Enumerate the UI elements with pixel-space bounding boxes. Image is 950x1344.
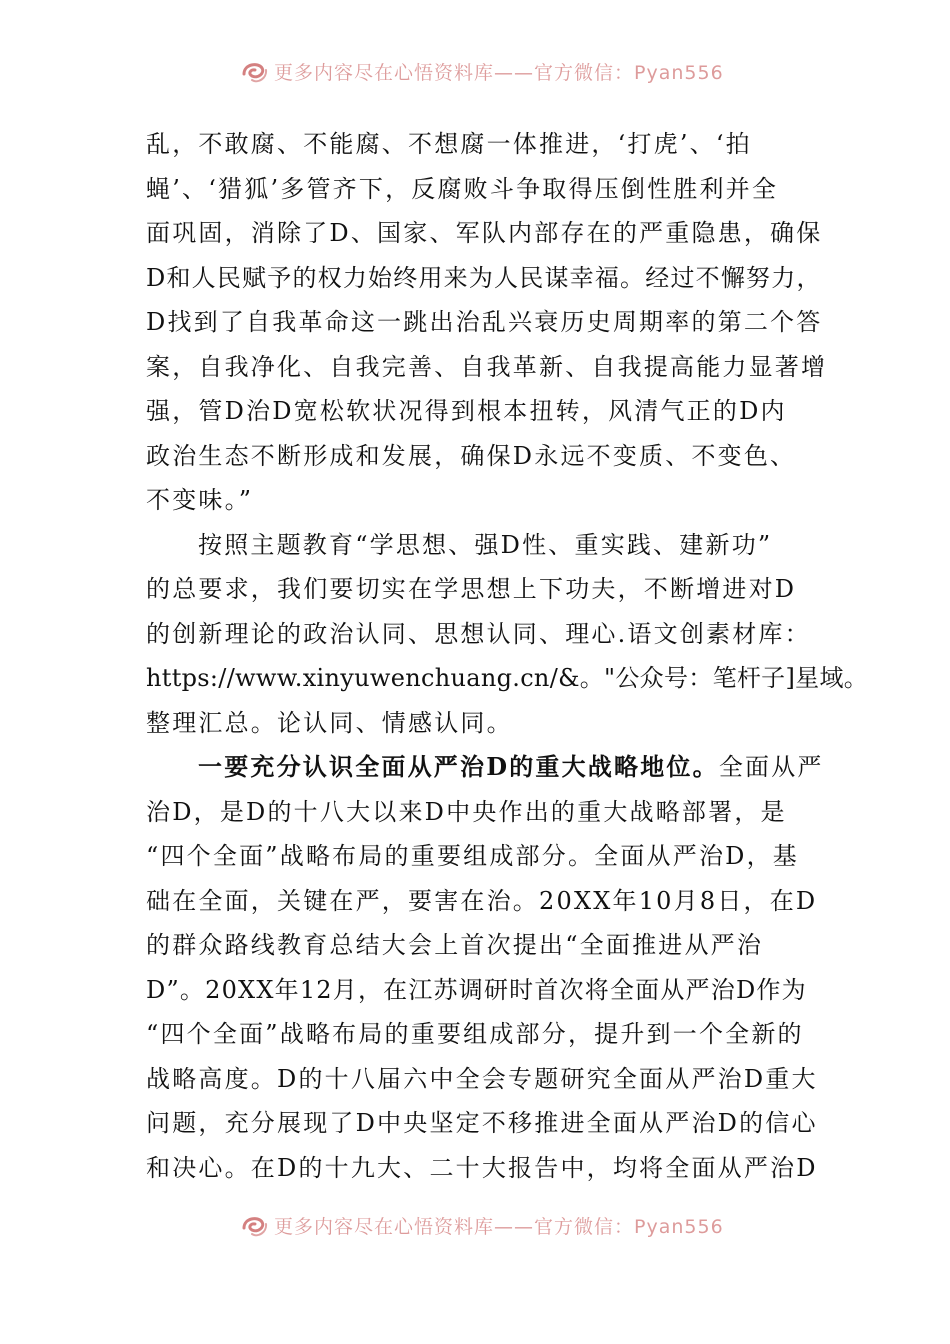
swirl-logo-icon [240,58,270,84]
text-line: 的创新理论的政治认同、思想认同、理心.语文创素材库： [146,619,811,648]
text-line: 政治生态不断形成和发展，确保D永远不变质、不变色、 [146,441,797,470]
text-line: 蝇’、‘猎狐’多管齐下，反腐败斗争取得压倒性胜利并全 [146,174,779,203]
paragraph-start-line: 按照主题教育“学思想、强D性、重实践、建新功” [198,530,773,559]
url-line: https://www.xinyuwenchuang.cn/&。"公众号：笔杆子]星域。 [146,664,869,692]
text-line: 础在全面，关键在严，要害在治。20XX年10月8日，在D [146,886,818,915]
text-line: 的群众路线教育总结大会上首次提出“全面推进从严治 [146,931,764,959]
text-line: D”。20XX年12月，在江苏调研时首次将全面从严治D作为 [146,975,807,1004]
text-line: 不变味。” [146,486,254,514]
text-line: 的总要求，我们要切实在学思想上下功夫，不断增进对D [146,575,797,603]
text-line: 战略高度。D的十八届六中全会专题研究全面从严治D重大 [146,1064,818,1093]
watermark-text: 更多内容尽在心悟资料库——官方微信：Pyan556 [274,1215,724,1238]
section-heading: 一要充分认识全面从严治D的重大战略地位。 [198,752,719,781]
text-line: D和人民赋予的权力始终用来为人民谋幸福。经过不懈努力， [146,263,822,292]
text-line: 案，自我净化、自我完善、自我革新、自我提高能力显著增 [146,352,828,381]
swirl-logo-icon [240,1212,270,1238]
text-line: “四个全面”战略布局的重要组成部分，提升到一个全新的 [146,1020,804,1048]
text-line: 整理汇总。论认同、情感认同。 [146,708,513,737]
document-body [146,122,869,1190]
text-line: “四个全面”战略布局的重要组成部分。全面从严治D，基 [146,842,799,870]
watermark-text: 更多内容尽在心悟资料库——官方微信：Pyan556 [274,61,724,84]
text-line: 治D，是D的十八大以来D中央作出的重大战略部署，是 [146,797,787,826]
section-heading-line [146,745,824,790]
text-line: 乱，不敢腐、不能腐、不想腐一体推进，‘打虎’、‘拍 [146,130,752,158]
footer-watermark [0,1210,950,1240]
section-heading-continuation: 全面从严 [718,753,824,781]
text-line: 问题，充分展现了D中央坚定不移推进全面从严治D的信心 [146,1109,818,1137]
text-line: D找到了自我革命这一跳出治乱兴衰历史周期率的第二个答 [146,308,823,336]
text-line: 面巩固，消除了D、国家、军队内部存在的严重隐患，确保 [146,219,823,247]
header-watermark [0,56,950,86]
text-line: 强，管D治D宽松软状况得到根本扭转，风清气正的D内 [146,397,787,425]
text-line: 和决心。在D的十九大、二十大报告中，均将全面从严治D [146,1153,818,1182]
